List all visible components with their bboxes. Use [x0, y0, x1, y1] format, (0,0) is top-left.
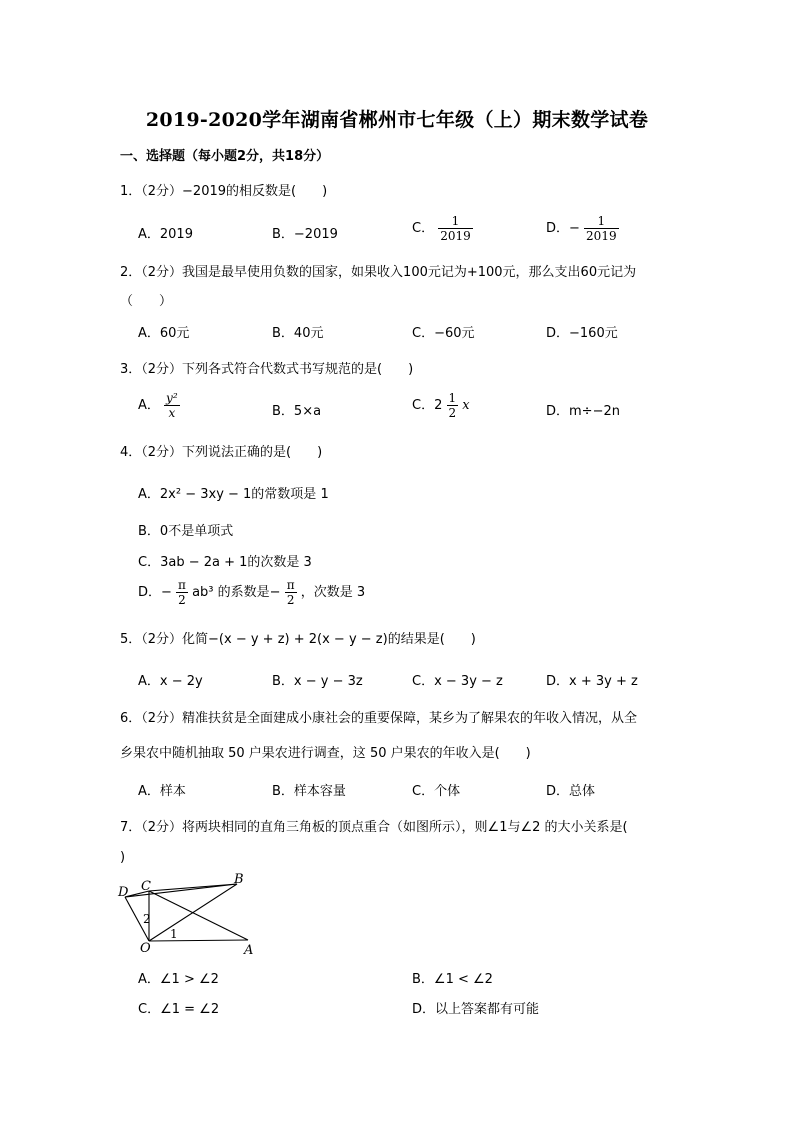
- text: ab³ 的系数是−: [192, 585, 281, 600]
- option-label: C．: [412, 221, 435, 236]
- question-3-stem: 3．（2分）下列各式符合代数式书写规范的是( ): [120, 362, 414, 377]
- label-a: A: [244, 943, 254, 958]
- label-o: O: [140, 941, 151, 956]
- numerator: π: [286, 578, 295, 592]
- fraction: [447, 391, 459, 420]
- variable: x: [462, 398, 470, 413]
- question-5-option-a: A．x − 2y: [138, 674, 203, 689]
- fraction: [164, 391, 180, 420]
- fraction: [584, 214, 619, 243]
- fraction: [438, 214, 473, 243]
- question-6-option-b: B．样本容量: [272, 784, 346, 799]
- option-label: A．: [138, 398, 160, 413]
- option-label: C．2: [412, 398, 443, 413]
- question-5-stem: 5．（2分）化简−(x − y + z) + 2(x − y − z)的结果是( ): [120, 632, 476, 647]
- question-6-stem-line-1: 6．（2分）精准扶贫是全面建成小康社会的重要保障，某乡为了解果农的年收入情况，从全: [120, 711, 638, 726]
- question-2-stem-line-1: 2．（2分）我国是最早使用负数的国家，如果收入100元记为+100元，那么支出60元记为: [120, 265, 637, 280]
- question-1-option-a: A．2019: [138, 227, 193, 242]
- question-4-option-c: C．3ab − 2a + 1的次数是 3: [138, 555, 312, 570]
- label-b: B: [234, 872, 244, 887]
- option-label: D．−: [138, 585, 172, 600]
- question-6-option-d: D．总体: [546, 784, 596, 799]
- numerator: 1: [448, 391, 457, 405]
- question-6-option-c: C．个体: [412, 784, 461, 799]
- question-1-option-b: B．−2019: [272, 227, 338, 242]
- triangle-figure: [112, 872, 262, 960]
- label-d: D: [118, 885, 129, 900]
- question-6-stem-line-2: 乡果农中随机抽取 50 户果农进行调查，这 50 户果农的年收入是( ): [120, 746, 531, 761]
- question-2-option-b: B．40元: [272, 326, 324, 341]
- question-5-option-d: D．x + 3y + z: [546, 674, 638, 689]
- numerator: π: [178, 578, 186, 592]
- page-title: 2019-2020学年湖南省郴州市七年级（上）期末数学试卷: [145, 109, 649, 131]
- denominator: 2: [448, 406, 457, 420]
- label-angle-1: 1: [170, 927, 178, 941]
- fraction: [176, 578, 188, 607]
- question-4-stem: 4．（2分）下列说法正确的是( ): [120, 445, 323, 460]
- question-7-option-a: A．∠1 > ∠2: [138, 972, 219, 987]
- question-3-option-d: D．m÷−2n: [546, 404, 620, 419]
- segment-ca: [149, 891, 248, 940]
- question-4-option-b: B．0不是单项式: [138, 524, 234, 539]
- question-1-option-d: [546, 214, 619, 243]
- label-c: C: [141, 879, 151, 894]
- question-7-option-b: B．∠1 < ∠2: [412, 972, 493, 987]
- question-7-option-c: C．∠1 = ∠2: [138, 1002, 220, 1017]
- question-1-option-c: [412, 214, 473, 243]
- question-2-stem-line-2: （ ）: [120, 294, 173, 309]
- question-6-option-a: A．样本: [138, 784, 186, 799]
- question-7-option-d: D．以上答案都有可能: [412, 1002, 540, 1017]
- question-3-option-c: [412, 391, 470, 420]
- option-label: D．−: [546, 221, 580, 236]
- question-4-option-d: [138, 578, 365, 607]
- section-heading: 一、选择题（每小题2分，共18分）: [120, 149, 330, 164]
- segment-oa: [149, 940, 248, 941]
- question-7-stem-line-2: ): [120, 850, 126, 865]
- question-4-option-a: A．2x² − 3xy − 1的常数项是 1: [138, 487, 329, 502]
- denominator: x: [168, 406, 176, 420]
- question-2-option-a: A．60元: [138, 326, 190, 341]
- question-3-option-b: B．5×a: [272, 404, 322, 419]
- question-3-option-a: [138, 391, 180, 420]
- label-angle-2: 2: [143, 912, 151, 926]
- question-1-stem: 1．（2分）−2019的相反数是( ): [120, 184, 328, 199]
- question-2-option-c: C．−60元: [412, 326, 475, 341]
- numerator: 1: [438, 214, 473, 229]
- numerator: y²: [166, 391, 178, 405]
- question-5-option-b: B．x − y − 3z: [272, 674, 363, 689]
- text: ，次数是 3: [300, 585, 366, 600]
- numerator: 1: [584, 214, 619, 229]
- denominator: 2019: [586, 229, 617, 243]
- denominator: 2019: [440, 229, 471, 243]
- question-5-option-c: C．x − 3y − z: [412, 674, 503, 689]
- question-2-option-d: D．−160元: [546, 326, 618, 341]
- denominator: 2: [286, 593, 295, 607]
- fraction: [285, 578, 297, 607]
- question-7-stem-line-1: 7．（2分）将两块相同的直角三角板的顶点重合（如图所示），则∠1与∠2 的大小关系是(: [120, 820, 628, 835]
- denominator: 2: [178, 593, 186, 607]
